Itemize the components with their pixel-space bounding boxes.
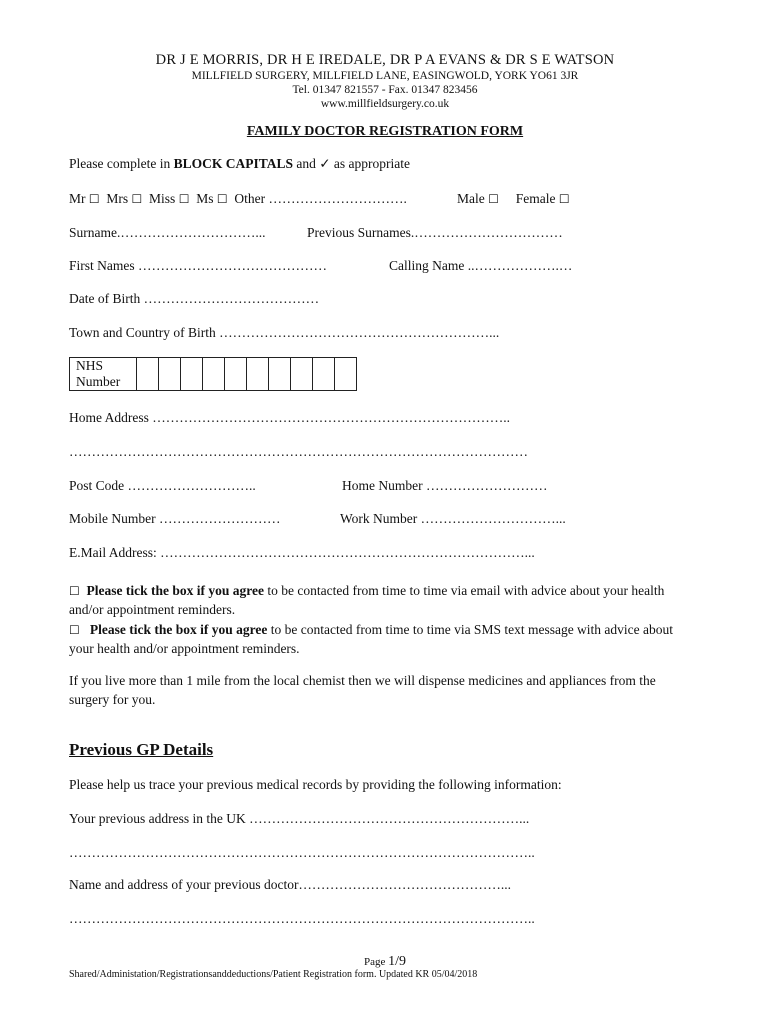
title-miss-checkbox[interactable]: ☐ bbox=[178, 192, 190, 206]
title-ms-checkbox[interactable]: ☐ bbox=[216, 192, 228, 206]
title-mrs-checkbox[interactable]: ☐ bbox=[131, 192, 143, 206]
gender-row bbox=[457, 191, 570, 207]
practice-phone: Tel. 01347 821557 - Fax. 01347 823456 bbox=[292, 84, 478, 96]
title-ms-label: Ms bbox=[196, 191, 214, 206]
practice-doctors: DR J E MORRIS, DR H E IREDALE, DR P A EVANS & DR S E WATSON bbox=[155, 52, 615, 68]
nhs-digit-cell[interactable] bbox=[137, 358, 159, 391]
nhs-digit-cell[interactable] bbox=[313, 358, 335, 391]
email-consent bbox=[69, 582, 699, 619]
email-consent-checkbox[interactable]: ☐ bbox=[69, 584, 80, 598]
previous-address-field[interactable]: Your previous address in the UK ……………………………………………………... bbox=[69, 811, 530, 826]
dispensing-note: If you live more than 1 mile from the local chemist then we will dispense medicines and appliances from the surgery for you. bbox=[69, 673, 656, 707]
mobile-number-field[interactable]: Mobile Number ……………………… bbox=[69, 511, 281, 526]
first-names-field[interactable]: First Names …………………………………… bbox=[69, 258, 327, 273]
nhs-label-line2: Number bbox=[76, 374, 121, 389]
nhs-number-grid bbox=[69, 357, 357, 391]
instruction-bold: BLOCK CAPITALS bbox=[173, 156, 293, 171]
sms-consent-checkbox[interactable]: ☐ bbox=[69, 623, 80, 637]
email-consent-text: to be contacted from time to time via email with advice about your health and/or appointment reminders. bbox=[69, 583, 665, 617]
instruction-suffix: and ✓ as appropriate bbox=[293, 156, 411, 171]
nhs-digit-cell[interactable] bbox=[159, 358, 181, 391]
male-checkbox[interactable]: ☐ bbox=[488, 192, 499, 206]
nhs-digit-cell[interactable] bbox=[269, 358, 291, 391]
document-path: Shared/Administation/Registrationsanddeductions/Patient Registration form. Updated KR 05/04/2018 bbox=[69, 969, 478, 980]
male-label: Male bbox=[457, 191, 485, 206]
page-number bbox=[0, 954, 770, 970]
home-address-line2-field[interactable]: ………………………………………………………………………………………… bbox=[69, 444, 528, 459]
sms-consent bbox=[69, 621, 699, 658]
email-consent-bold: Please tick the box if you agree bbox=[86, 583, 264, 598]
nhs-number-label bbox=[70, 358, 137, 391]
nhs-digit-cell[interactable] bbox=[335, 358, 357, 391]
date-of-birth-field[interactable]: Date of Birth ………………………………… bbox=[69, 291, 320, 306]
title-other-field[interactable]: Other …………………………. bbox=[234, 191, 407, 206]
home-address-field[interactable]: Home Address …………………………………………………………………….. bbox=[69, 410, 510, 425]
page-word: Page bbox=[363, 956, 389, 968]
page-num: 1/9 bbox=[388, 954, 407, 969]
work-number-field[interactable]: Work Number …………………………... bbox=[340, 511, 566, 526]
practice-address: MILLFIELD SURGERY, MILLFIELD LANE, EASINGWOLD, YORK YO61 3JR bbox=[191, 70, 579, 82]
surname-field[interactable]: Surname.…………………………... bbox=[69, 225, 266, 240]
title-mr-checkbox[interactable]: ☐ bbox=[88, 192, 100, 206]
sms-consent-bold: Please tick the box if you agree bbox=[89, 622, 268, 637]
nhs-digit-cell[interactable] bbox=[247, 358, 269, 391]
post-code-field[interactable]: Post Code ……………………….. bbox=[69, 478, 256, 493]
practice-website: www.millfieldsurgery.co.uk bbox=[320, 98, 450, 110]
nhs-digit-cell[interactable] bbox=[181, 358, 203, 391]
female-label: Female bbox=[515, 191, 556, 206]
home-number-field[interactable]: Home Number ……………………… bbox=[342, 478, 548, 493]
nhs-label-line1: NHS bbox=[76, 358, 104, 373]
previous-address-line2-field[interactable]: ………………………………………………………………………………………….. bbox=[69, 845, 535, 860]
title-mr-label: Mr bbox=[69, 191, 86, 206]
previous-doctor-field[interactable]: Name and address of your previous doctor………………………………………... bbox=[69, 877, 512, 892]
nhs-digit-cell[interactable] bbox=[225, 358, 247, 391]
form-title: FAMILY DOCTOR REGISTRATION FORM bbox=[246, 124, 524, 139]
nhs-digit-cell[interactable] bbox=[203, 358, 225, 391]
previous-gp-intro: Please help us trace your previous medical records by providing the following information: bbox=[69, 777, 562, 792]
title-mrs-label: Mrs bbox=[106, 191, 129, 206]
female-checkbox[interactable]: ☐ bbox=[558, 192, 570, 206]
town-country-birth-field[interactable]: Town and Country of Birth ……………………………………………………... bbox=[69, 325, 500, 340]
previous-gp-heading: Previous GP Details bbox=[69, 740, 214, 759]
previous-doctor-line2-field[interactable]: ………………………………………………………………………………………….. bbox=[69, 911, 535, 926]
instruction-prefix: Please complete in bbox=[69, 156, 174, 171]
title-miss-label: Miss bbox=[149, 191, 176, 206]
calling-name-field[interactable]: Calling Name ..……………….… bbox=[389, 258, 573, 273]
previous-surnames-field[interactable]: Previous Surnames.…………………………… bbox=[307, 225, 563, 240]
nhs-digit-cell[interactable] bbox=[291, 358, 313, 391]
sms-consent-text: to be contacted from time to time via SMS text message with advice about your health and/or appointment reminders. bbox=[69, 622, 674, 656]
title-row bbox=[69, 191, 407, 207]
instruction-text bbox=[69, 156, 410, 172]
email-address-field[interactable]: E.Mail Address: ………………………………………………………………………... bbox=[69, 545, 535, 560]
